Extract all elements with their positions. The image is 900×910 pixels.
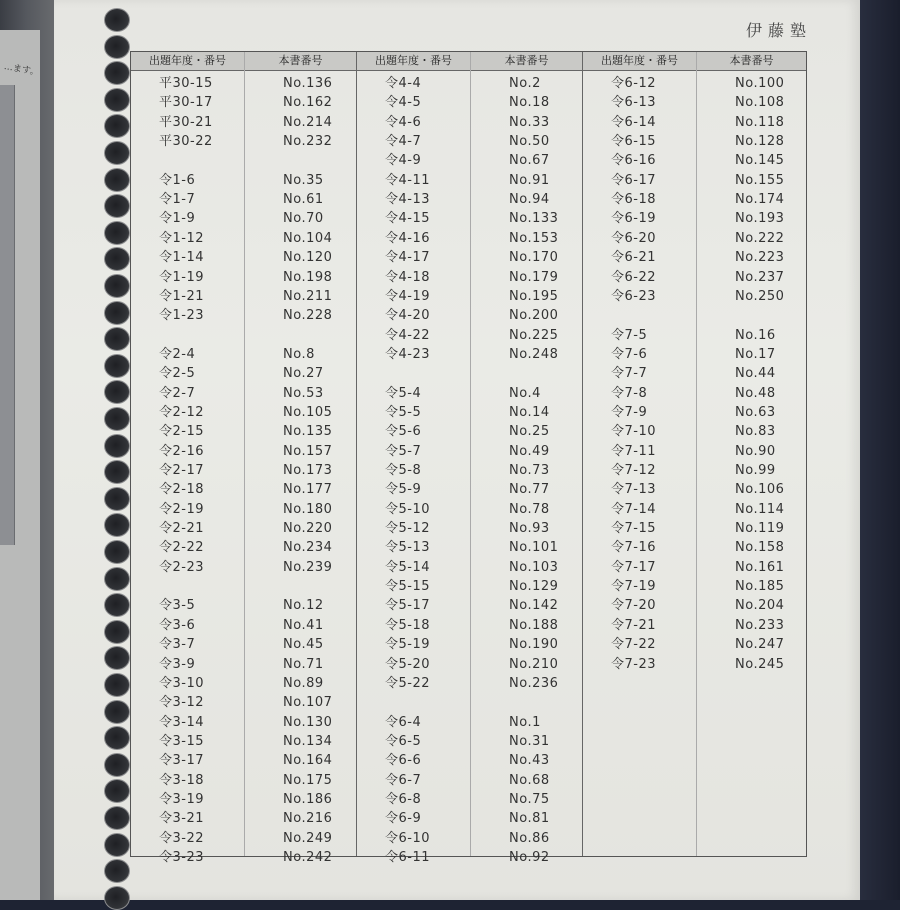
exam-year-number: 令7-17 xyxy=(611,559,657,575)
book-number: No.77 xyxy=(509,482,550,498)
exam-year-number: 令5-6 xyxy=(385,424,422,440)
book-number: No.25 xyxy=(509,424,550,440)
book-number: No.71 xyxy=(283,656,324,672)
exam-year-number: 令1-7 xyxy=(159,192,196,208)
binder-ring-hole xyxy=(104,35,130,59)
binder-ring-hole xyxy=(104,407,130,431)
book-number: No.157 xyxy=(283,443,333,459)
exam-year-number: 令5-19 xyxy=(385,637,431,653)
book-number: No.228 xyxy=(283,308,333,324)
exam-year-number: 令1-6 xyxy=(159,172,196,188)
book-number: No.16 xyxy=(735,327,776,343)
exam-year-number: 令2-12 xyxy=(159,404,205,420)
book-number: No.249 xyxy=(283,830,333,846)
binder-ring-hole xyxy=(104,114,130,138)
book-number: No.164 xyxy=(283,753,333,769)
exam-year-number: 令7-15 xyxy=(611,521,657,537)
exam-year-number: 令2-19 xyxy=(159,501,205,517)
book-number: No.186 xyxy=(283,791,333,807)
exam-year-number: 令6-21 xyxy=(611,250,657,266)
book-number: No.242 xyxy=(283,850,333,865)
exam-year-number: 令2-15 xyxy=(159,424,205,440)
binder-ring-hole xyxy=(104,221,130,245)
exam-year-number: 令2-23 xyxy=(159,559,205,575)
exam-year-number: 令4-5 xyxy=(385,95,422,111)
exam-year-number: 令4-9 xyxy=(385,153,422,169)
number-column-3 xyxy=(697,52,806,856)
book-number: No.214 xyxy=(283,114,333,130)
exam-year-number: 令5-15 xyxy=(385,579,431,595)
binder-ring-hole xyxy=(104,168,130,192)
book-number: No.70 xyxy=(283,211,324,227)
background-right xyxy=(856,0,900,900)
year-column-1 xyxy=(131,52,245,865)
book-number: No.43 xyxy=(509,753,550,769)
binder-ring-hole xyxy=(104,726,130,750)
book-number: No.135 xyxy=(283,424,333,440)
binder-ring-hole xyxy=(104,779,130,803)
exam-year-number: 令3-19 xyxy=(159,791,205,807)
exam-year-number: 令7-13 xyxy=(611,482,657,498)
book-number: No.33 xyxy=(509,114,550,130)
binder-ring-hole xyxy=(104,380,130,404)
book-number: No.49 xyxy=(509,443,550,459)
book-number: No.188 xyxy=(509,617,559,633)
book-number: No.18 xyxy=(509,95,550,111)
exam-year-number: 令6-11 xyxy=(385,850,431,865)
book-number: No.104 xyxy=(283,230,333,246)
book-number: No.108 xyxy=(735,95,785,111)
book-number: No.162 xyxy=(283,95,333,111)
book-number: No.106 xyxy=(735,482,785,498)
book-number: No.133 xyxy=(509,211,559,227)
exam-year-number: 令5-5 xyxy=(385,404,422,420)
exam-year-number: 令3-5 xyxy=(159,598,196,614)
exam-year-number: 令6-9 xyxy=(385,811,422,827)
year-column-2 xyxy=(357,52,471,865)
exam-year-number: 令7-9 xyxy=(611,404,648,420)
book-number: No.91 xyxy=(509,172,550,188)
binder-ring-hole xyxy=(104,620,130,644)
book-number: No.198 xyxy=(283,269,333,285)
book-number: No.250 xyxy=(735,288,785,304)
year-column-header: 出題年度・番号 xyxy=(583,52,696,71)
book-number: No.245 xyxy=(735,656,785,672)
book-number: No.161 xyxy=(735,559,785,575)
exam-year-number: 令6-17 xyxy=(611,172,657,188)
book-number: No.233 xyxy=(735,617,785,633)
book-number: No.83 xyxy=(735,424,776,440)
book-number: No.12 xyxy=(283,598,324,614)
exam-year-number: 令3-10 xyxy=(159,675,205,691)
exam-year-number: 令7-16 xyxy=(611,540,657,556)
number-column-2 xyxy=(471,52,583,865)
binder-ring-hole xyxy=(104,700,130,724)
exam-year-number: 平30-17 xyxy=(159,95,213,111)
exam-year-number: 令2-5 xyxy=(159,366,196,382)
exam-year-number: 令5-9 xyxy=(385,482,422,498)
book-number: No.232 xyxy=(283,134,333,150)
book-number: No.200 xyxy=(509,308,559,324)
exam-year-number: 令1-12 xyxy=(159,230,205,246)
exam-year-number: 令3-17 xyxy=(159,753,205,769)
book-number: No.248 xyxy=(509,346,559,362)
exam-year-number: 令5-4 xyxy=(385,385,422,401)
book-number: No.45 xyxy=(283,637,324,653)
book-number: No.100 xyxy=(735,76,785,91)
book-number: No.130 xyxy=(283,714,333,730)
exam-year-number: 令7-10 xyxy=(611,424,657,440)
book-number: No.247 xyxy=(735,637,785,653)
margin-note: …ます。 xyxy=(3,61,40,78)
book-number: No.236 xyxy=(509,675,559,691)
exam-year-number: 令1-9 xyxy=(159,211,196,227)
exam-year-number: 平30-22 xyxy=(159,134,213,150)
exam-year-number: 令7-14 xyxy=(611,501,657,517)
exam-year-number: 令7-12 xyxy=(611,463,657,478)
exam-year-number: 令5-22 xyxy=(385,675,431,691)
exam-year-number: 令6-4 xyxy=(385,714,422,730)
book-number: No.179 xyxy=(509,269,559,285)
book-number: No.17 xyxy=(735,346,776,362)
book-number: No.174 xyxy=(735,192,785,208)
book-number: No.27 xyxy=(283,366,324,382)
book-number: No.220 xyxy=(283,521,333,537)
binder-ring-hole xyxy=(104,567,130,591)
exam-year-number: 令4-22 xyxy=(385,327,431,343)
book-number: No.2 xyxy=(509,76,541,91)
exam-year-number: 令6-7 xyxy=(385,772,422,788)
book-number: No.128 xyxy=(735,134,785,150)
book-number: No.210 xyxy=(509,656,559,672)
underlying-page-edge xyxy=(0,85,15,545)
exam-year-number: 令3-14 xyxy=(159,714,205,730)
binder-ring-hole xyxy=(104,141,130,165)
binder-ring-hole xyxy=(104,301,130,325)
book-number: No.223 xyxy=(735,250,785,266)
exam-year-number: 令5-10 xyxy=(385,501,431,517)
binder-ring-hole xyxy=(104,833,130,857)
book-number: No.120 xyxy=(283,250,333,266)
book-number: No.78 xyxy=(509,501,550,517)
exam-year-number: 令5-13 xyxy=(385,540,431,556)
binder-ring-hole xyxy=(104,61,130,85)
exam-year-number: 令4-23 xyxy=(385,346,431,362)
exam-year-number: 令7-6 xyxy=(611,346,648,362)
book-number: No.190 xyxy=(509,637,559,653)
book-number: No.173 xyxy=(283,463,333,478)
book-number: No.90 xyxy=(735,443,776,459)
book-number: No.35 xyxy=(283,172,324,188)
book-number: No.8 xyxy=(283,346,315,362)
exam-year-number: 令4-6 xyxy=(385,114,422,130)
exam-year-number: 令6-13 xyxy=(611,95,657,111)
exam-year-number: 令4-11 xyxy=(385,172,431,188)
book-number: No.134 xyxy=(283,733,333,749)
exam-year-number: 令4-4 xyxy=(385,76,422,91)
exam-year-number: 令5-7 xyxy=(385,443,422,459)
binder-ring-hole xyxy=(104,194,130,218)
book-number: No.81 xyxy=(509,811,550,827)
book-number: No.105 xyxy=(283,404,333,420)
book-number: No.73 xyxy=(509,463,550,478)
exam-year-number: 令3-18 xyxy=(159,772,205,788)
book-number: No.101 xyxy=(509,540,559,556)
book-number: No.237 xyxy=(735,269,785,285)
binder-ring-hole xyxy=(104,434,130,458)
exam-year-number: 平30-15 xyxy=(159,76,213,91)
book-number: No.99 xyxy=(735,463,776,478)
book-number: No.185 xyxy=(735,579,785,595)
book-number: No.67 xyxy=(509,153,550,169)
binder-ring-hole xyxy=(104,8,130,32)
book-number: No.136 xyxy=(283,76,333,91)
book-number: No.93 xyxy=(509,521,550,537)
exam-year-number: 令7-20 xyxy=(611,598,657,614)
exam-year-number: 令6-10 xyxy=(385,830,431,846)
book-number: No.1 xyxy=(509,714,541,730)
exam-year-number: 令6-16 xyxy=(611,153,657,169)
exam-year-number: 令3-23 xyxy=(159,850,205,865)
exam-year-number: 令3-7 xyxy=(159,637,196,653)
exam-year-number: 令4-16 xyxy=(385,230,431,246)
number-column-header: 本書番号 xyxy=(697,52,806,71)
book-number: No.234 xyxy=(283,540,333,556)
binder-ring-hole xyxy=(104,247,130,271)
exam-year-number: 令2-4 xyxy=(159,346,196,362)
exam-year-number: 令1-19 xyxy=(159,269,205,285)
book-number: No.222 xyxy=(735,230,785,246)
exam-year-number: 令5-18 xyxy=(385,617,431,633)
book-number: No.153 xyxy=(509,230,559,246)
book-number: No.145 xyxy=(735,153,785,169)
book-number: No.14 xyxy=(509,404,550,420)
exam-year-number: 令4-18 xyxy=(385,269,431,285)
exam-year-number: 令5-12 xyxy=(385,521,431,537)
exam-year-number: 令6-20 xyxy=(611,230,657,246)
exam-year-number: 令2-16 xyxy=(159,443,205,459)
exam-year-number: 令1-21 xyxy=(159,288,205,304)
exam-year-number: 令3-22 xyxy=(159,830,205,846)
exam-year-number: 令5-8 xyxy=(385,463,422,478)
binder-ring-hole xyxy=(104,753,130,777)
exam-year-number: 令2-22 xyxy=(159,540,205,556)
binder-ring-hole xyxy=(104,886,130,910)
exam-year-number: 令7-5 xyxy=(611,327,648,343)
exam-year-number: 令1-14 xyxy=(159,250,205,266)
book-number: No.175 xyxy=(283,772,333,788)
binder-ring-hole xyxy=(104,88,130,112)
exam-year-number: 令3-9 xyxy=(159,656,196,672)
binder-ring-hole xyxy=(104,513,130,537)
exam-year-number: 令7-23 xyxy=(611,656,657,672)
book-number: No.68 xyxy=(509,772,550,788)
book-number: No.119 xyxy=(735,521,785,537)
book-number: No.48 xyxy=(735,385,776,401)
binder-ring-hole xyxy=(104,806,130,830)
exam-year-number: 令6-15 xyxy=(611,134,657,150)
book-number: No.50 xyxy=(509,134,550,150)
book-number: No.177 xyxy=(283,482,333,498)
number-column-1 xyxy=(245,52,357,865)
book-number: No.44 xyxy=(735,366,776,382)
book-number: No.142 xyxy=(509,598,559,614)
binder-ring-hole xyxy=(104,673,130,697)
exam-year-number: 令2-18 xyxy=(159,482,205,498)
exam-year-number: 令2-7 xyxy=(159,385,196,401)
exam-year-number: 令4-17 xyxy=(385,250,431,266)
exam-year-number: 令5-14 xyxy=(385,559,431,575)
exam-year-number: 令5-20 xyxy=(385,656,431,672)
exam-year-number: 令4-15 xyxy=(385,211,431,227)
exam-year-number: 令6-14 xyxy=(611,114,657,130)
year-column-header: 出題年度・番号 xyxy=(357,52,470,71)
exam-year-number: 令6-5 xyxy=(385,733,422,749)
exam-year-number: 令6-19 xyxy=(611,211,657,227)
exam-year-number: 令7-22 xyxy=(611,637,657,653)
book-number: No.195 xyxy=(509,288,559,304)
year-column-header: 出題年度・番号 xyxy=(131,52,244,71)
book-number: No.63 xyxy=(735,404,776,420)
exam-year-number: 令3-21 xyxy=(159,811,205,827)
exam-year-number: 令6-8 xyxy=(385,791,422,807)
binder-ring-hole xyxy=(104,327,130,351)
book-number: No.204 xyxy=(735,598,785,614)
book-number: No.107 xyxy=(283,695,333,711)
exam-year-number: 令6-18 xyxy=(611,192,657,208)
book-number: No.211 xyxy=(283,288,333,304)
book-number: No.193 xyxy=(735,211,785,227)
exam-year-number: 令4-19 xyxy=(385,288,431,304)
exam-year-number: 令3-15 xyxy=(159,733,205,749)
book-number: No.41 xyxy=(283,617,324,633)
book-number: No.86 xyxy=(509,830,550,846)
binder-ring-hole xyxy=(104,274,130,298)
exam-year-number: 令2-17 xyxy=(159,463,205,478)
exam-year-number: 令7-11 xyxy=(611,443,657,459)
book-number: No.114 xyxy=(735,501,785,517)
binder-ring-hole xyxy=(104,460,130,484)
binder-rings xyxy=(94,0,134,900)
book-number: No.94 xyxy=(509,192,550,208)
binder-ring-hole xyxy=(104,487,130,511)
book-number: No.118 xyxy=(735,114,785,130)
exam-year-number: 令5-17 xyxy=(385,598,431,614)
number-column-header: 本書番号 xyxy=(245,52,356,71)
exam-year-number: 令4-7 xyxy=(385,134,422,150)
index-table xyxy=(130,51,807,865)
book-number: No.216 xyxy=(283,811,333,827)
book-number: No.31 xyxy=(509,733,550,749)
book-number: No.92 xyxy=(509,850,550,865)
book-number: No.239 xyxy=(283,559,333,575)
book-number: No.155 xyxy=(735,172,785,188)
exam-year-number: 令7-7 xyxy=(611,366,648,382)
binder-ring-hole xyxy=(104,354,130,378)
book-number: No.158 xyxy=(735,540,785,556)
exam-year-number: 令2-21 xyxy=(159,521,205,537)
book-number: No.129 xyxy=(509,579,559,595)
book-number: No.53 xyxy=(283,385,324,401)
exam-year-number: 令3-6 xyxy=(159,617,196,633)
exam-year-number: 令7-19 xyxy=(611,579,657,595)
exam-year-number: 令6-12 xyxy=(611,76,657,91)
book-number: No.89 xyxy=(283,675,324,691)
exam-year-number: 令4-20 xyxy=(385,308,431,324)
book-number: No.225 xyxy=(509,327,559,343)
book-number: No.103 xyxy=(509,559,559,575)
exam-year-number: 令6-6 xyxy=(385,753,422,769)
exam-year-number: 令3-12 xyxy=(159,695,205,711)
exam-year-number: 令6-22 xyxy=(611,269,657,285)
exam-year-number: 令4-13 xyxy=(385,192,431,208)
binder-ring-hole xyxy=(104,540,130,564)
book-number: No.75 xyxy=(509,791,550,807)
exam-year-number: 令1-23 xyxy=(159,308,205,324)
exam-year-number: 令7-21 xyxy=(611,617,657,633)
exam-year-number: 令7-8 xyxy=(611,385,648,401)
binder-ring-hole xyxy=(104,593,130,617)
binder-ring-hole xyxy=(104,646,130,670)
background-left xyxy=(0,0,58,900)
book-number: No.180 xyxy=(283,501,333,517)
book-number: No.170 xyxy=(509,250,559,266)
binder-ring-hole xyxy=(104,859,130,883)
publisher-header: 伊藤塾 xyxy=(745,21,812,40)
book-number: No.4 xyxy=(509,385,541,401)
book-number: No.61 xyxy=(283,192,324,208)
number-column-header: 本書番号 xyxy=(471,52,582,71)
exam-year-number: 平30-21 xyxy=(159,114,213,130)
exam-year-number: 令6-23 xyxy=(611,288,657,304)
year-column-3 xyxy=(583,52,697,856)
